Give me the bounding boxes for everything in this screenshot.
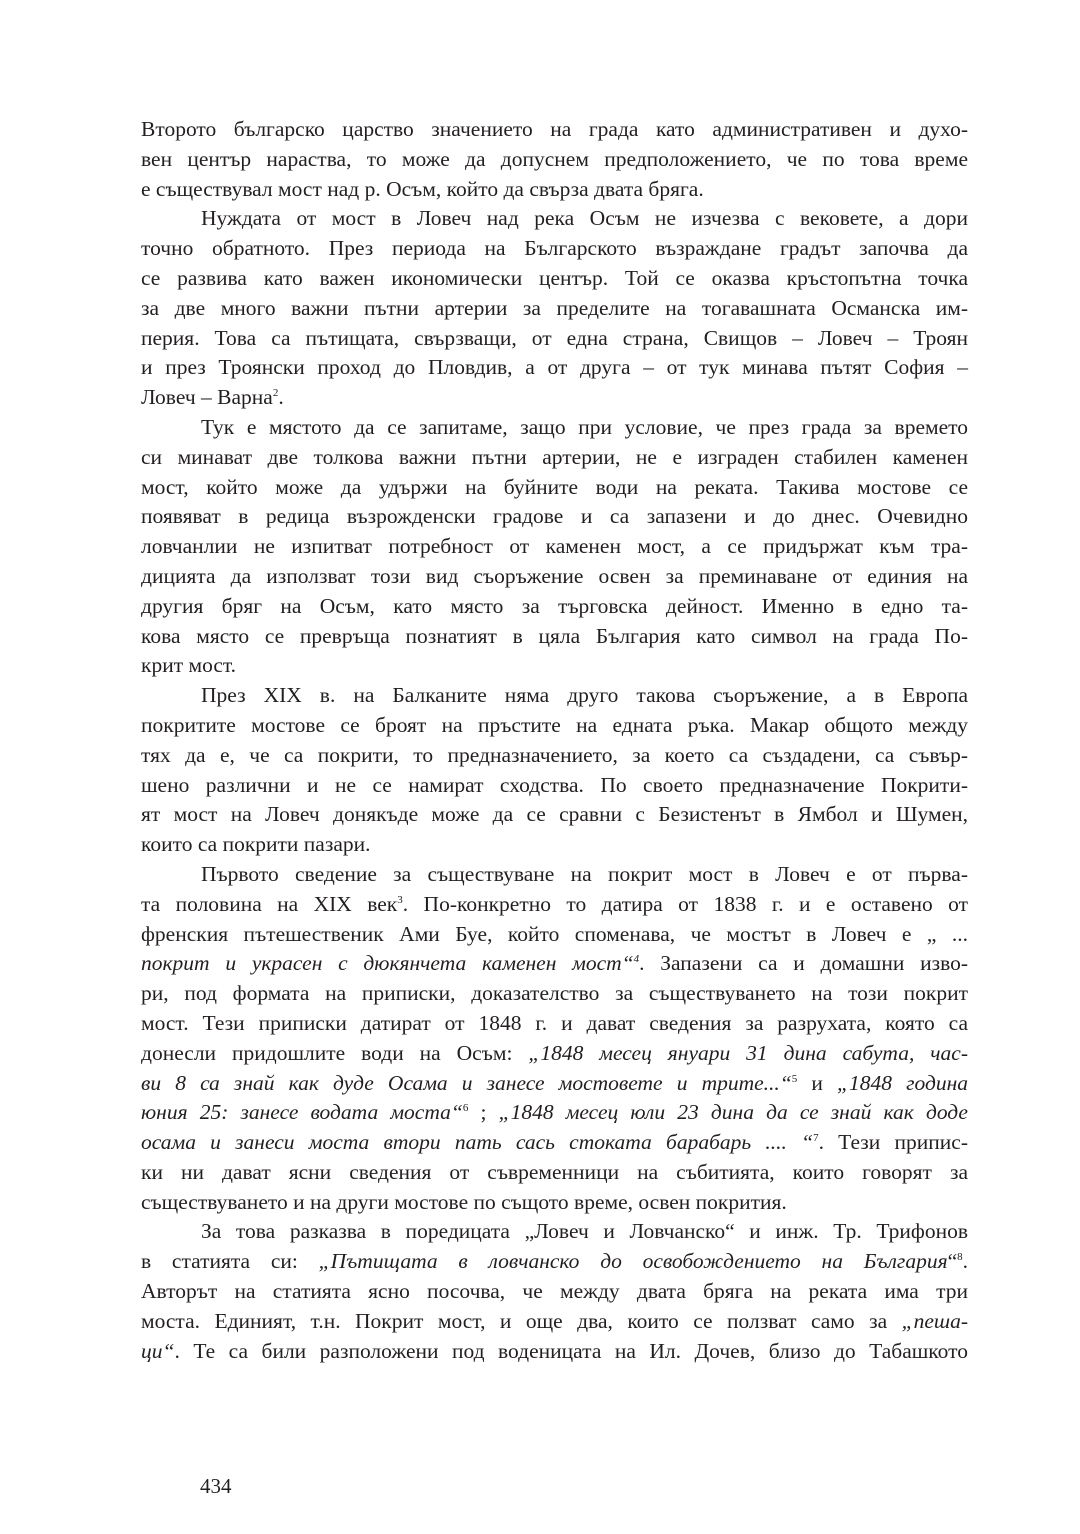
text-segment: съществуването и на други мостове по същото време, освен покрития. bbox=[141, 1189, 787, 1214]
text-segment: тях да е, че са покрити, то предназначението, за което са създадени, са съвър- bbox=[141, 742, 968, 767]
text-segment: . bbox=[278, 385, 284, 410]
text-line bbox=[141, 1039, 968, 1069]
text-segment: Ловеч – Варна bbox=[141, 385, 273, 410]
text-line bbox=[141, 949, 968, 979]
text-segment: . Запазени са и домашни изво- bbox=[639, 951, 968, 976]
text-segment: Второто българско царство значението на града като административен и духо- bbox=[141, 117, 968, 141]
text-line bbox=[141, 651, 968, 681]
text-segment: . bbox=[962, 1249, 968, 1274]
text-line bbox=[141, 353, 968, 383]
text-segment: си минават две толкова важни пътни артерии, не е изграден стабилен каменен bbox=[141, 444, 968, 469]
text-segment: . Те са били разположени под воденицата на Ил. Дочев, близо до Табашкото bbox=[174, 1338, 968, 1363]
footnote-ref: 5 bbox=[791, 1072, 798, 1085]
footnote-ref: 6 bbox=[462, 1102, 469, 1115]
text-line bbox=[141, 1337, 968, 1367]
text-line bbox=[141, 1188, 968, 1218]
text-line bbox=[141, 413, 968, 443]
text-line bbox=[141, 443, 968, 473]
text-line bbox=[141, 1098, 968, 1128]
text-segment: покритите мостове се броят на пръстите на едната ръка. Макар общото между bbox=[141, 712, 968, 737]
italic-quote: покрит и украсен с дюкянчета каменен мост“ bbox=[141, 951, 634, 976]
text-line bbox=[141, 771, 968, 801]
italic-quote: „1848 месец юли 23 дина да се знай как доде bbox=[498, 1100, 968, 1125]
footnote-ref: 8 bbox=[957, 1251, 963, 1264]
text-segment: моста. Единият, т.н. Покрит мост, и още два, които се ползват само за bbox=[141, 1308, 902, 1333]
text-line bbox=[141, 294, 968, 324]
text-line bbox=[141, 1307, 968, 1337]
text-line bbox=[141, 264, 968, 294]
paragraph bbox=[141, 1217, 968, 1366]
text-segment: крит мост. bbox=[141, 653, 237, 678]
text-segment: донесли придошлите води на Осъм: bbox=[141, 1040, 529, 1065]
italic-quote: „Пътищата в ловчанско до освобождението на България bbox=[318, 1249, 948, 1274]
text-line bbox=[141, 711, 968, 741]
text-line bbox=[141, 1277, 968, 1307]
text-line bbox=[141, 890, 968, 920]
text-line bbox=[141, 800, 968, 830]
text-line bbox=[141, 830, 968, 860]
text-line bbox=[141, 860, 968, 890]
text-line bbox=[141, 324, 968, 354]
paragraph bbox=[141, 115, 968, 204]
text-segment: мост, който може да удържи на буйните води на реката. Такива мостове се bbox=[141, 474, 968, 499]
text-segment: и през Троянски проход до Пловдив, а от друга – от тук минава пътят София – bbox=[141, 355, 968, 380]
text-segment: появяват в редица възрожденски градове и са запазени и до днес. Очевидно bbox=[141, 504, 968, 529]
paragraph bbox=[141, 413, 968, 681]
footnote-ref: 3 bbox=[397, 893, 403, 906]
italic-quote: ви 8 са знай как дуде Осама и занесе мостовете и трите...“ bbox=[141, 1070, 792, 1095]
italic-quote: ци“ bbox=[141, 1338, 175, 1363]
text-line bbox=[141, 115, 968, 145]
italic-quote: „1848 година bbox=[837, 1070, 968, 1095]
text-segment: шено различни и не се намират сходства. По своето предназначение Покрити- bbox=[141, 772, 968, 797]
paragraph bbox=[141, 860, 968, 1218]
text-segment: дицията да използват този вид съоръжение освен за преминаване от единия на bbox=[141, 563, 968, 588]
text-segment: мост. Тези приписки датират от 1848 г. и дават сведения за разрухата, която са bbox=[141, 1010, 968, 1035]
text-segment: френския пътешественик Ами Буе, който споменава, че мостът в Ловеч е „ ... bbox=[141, 921, 968, 946]
text-segment: в статията си: bbox=[141, 1249, 319, 1274]
text-line bbox=[141, 1247, 968, 1277]
text-segment: които са покрити пазари. bbox=[141, 832, 371, 857]
text-segment: вен център нараства, то може да допуснем предположението, че по това време bbox=[141, 146, 968, 171]
text-segment: другия бряг на Осъм, като място за търговска дейност. Именно в едно та- bbox=[141, 593, 968, 618]
text-segment: Авторът на статията ясно посочва, че между двата бряга на реката има три bbox=[141, 1279, 968, 1304]
text-line bbox=[141, 175, 968, 205]
text-segment: “ bbox=[947, 1249, 958, 1274]
text-line bbox=[141, 592, 968, 622]
text-line bbox=[141, 383, 968, 413]
text-line bbox=[141, 1158, 968, 1188]
text-segment: Тук е мястото да се запитаме, защо при условие, че през града за времето bbox=[201, 414, 968, 439]
text-segment: ри, под формата на приписки, доказателство за съществуването на този покрит bbox=[141, 981, 968, 1006]
text-line bbox=[141, 532, 968, 562]
text-segment: ловчанлии не изпитват потребност от каменен мост, а се придържат към тра- bbox=[141, 534, 968, 559]
footnote-ref: 2 bbox=[272, 387, 279, 400]
text-segment: перия. Това са пътищата, свързващи, от една страна, Свищов – Ловеч – Троян bbox=[141, 325, 968, 350]
text-segment: за две много важни пътни артерии за пределите на тогавашната Османска им- bbox=[141, 295, 968, 320]
text-segment: та половина на XIX век bbox=[141, 891, 398, 916]
text-segment: . По-конкретно то датира от 1838 г. и е оставено от bbox=[402, 891, 969, 916]
text-segment: ки ни дават ясни сведения от съвременници на събитията, които говорят за bbox=[141, 1159, 968, 1184]
italic-quote: осама и занеси моста втори пать сась стоката барабарь .... “ bbox=[141, 1130, 814, 1155]
text-line bbox=[141, 562, 968, 592]
footnote-ref: 4 bbox=[633, 953, 640, 966]
text-line bbox=[141, 234, 968, 264]
text-line bbox=[141, 979, 968, 1009]
text-line bbox=[141, 1069, 968, 1099]
text-segment: и bbox=[797, 1070, 838, 1095]
text-line bbox=[141, 741, 968, 771]
text-segment: . Тези припис- bbox=[818, 1130, 968, 1155]
text-segment: се развива като важен икономически център. Той се оказва кръстопътна точка bbox=[141, 265, 968, 290]
italic-quote: „1848 месец януари 31 дина сабута, час- bbox=[528, 1040, 969, 1065]
paragraph bbox=[141, 204, 968, 413]
text-line bbox=[141, 145, 968, 175]
text-segment: Първото сведение за съществуване на покрит мост в Ловеч е от първа- bbox=[201, 861, 968, 886]
body-text bbox=[141, 115, 968, 1366]
footnote-ref: 7 bbox=[813, 1132, 819, 1145]
text-line bbox=[141, 473, 968, 503]
text-line bbox=[141, 1128, 968, 1158]
text-segment: кова място се превръща познатият в цяла България като символ на града По- bbox=[141, 623, 968, 648]
page-number: 434 bbox=[200, 1474, 232, 1498]
text-segment: Нуждата от мост в Ловеч над река Осъм не изчезва с вековете, а дори bbox=[201, 206, 968, 231]
italic-quote: „пеша- bbox=[901, 1308, 968, 1333]
text-segment: През XIX в. на Балканите няма друго такова съоръжение, а в Европа bbox=[201, 683, 968, 708]
paragraph bbox=[141, 681, 968, 860]
text-line bbox=[141, 204, 968, 234]
text-segment: ; bbox=[468, 1100, 499, 1125]
text-segment: За това разказва в поредицата „Ловеч и Ловчанско“ и инж. Тр. Трифонов bbox=[201, 1219, 968, 1244]
text-segment: ят мост на Ловеч донякъде може да се сравни с Безистенът в Ямбол и Шумен, bbox=[141, 802, 968, 827]
text-line bbox=[141, 920, 968, 950]
text-segment: е съществувал мост над р. Осъм, който да свърза двата бряга. bbox=[141, 176, 704, 201]
text-line bbox=[141, 1217, 968, 1247]
text-segment: точно обратното. През периода на Българското възраждане градът започва да bbox=[141, 236, 968, 261]
italic-quote: юния 25: занесе водата моста“ bbox=[141, 1100, 463, 1125]
text-line bbox=[141, 1009, 968, 1039]
text-line bbox=[141, 502, 968, 532]
text-line bbox=[141, 622, 968, 652]
text-line bbox=[141, 681, 968, 711]
